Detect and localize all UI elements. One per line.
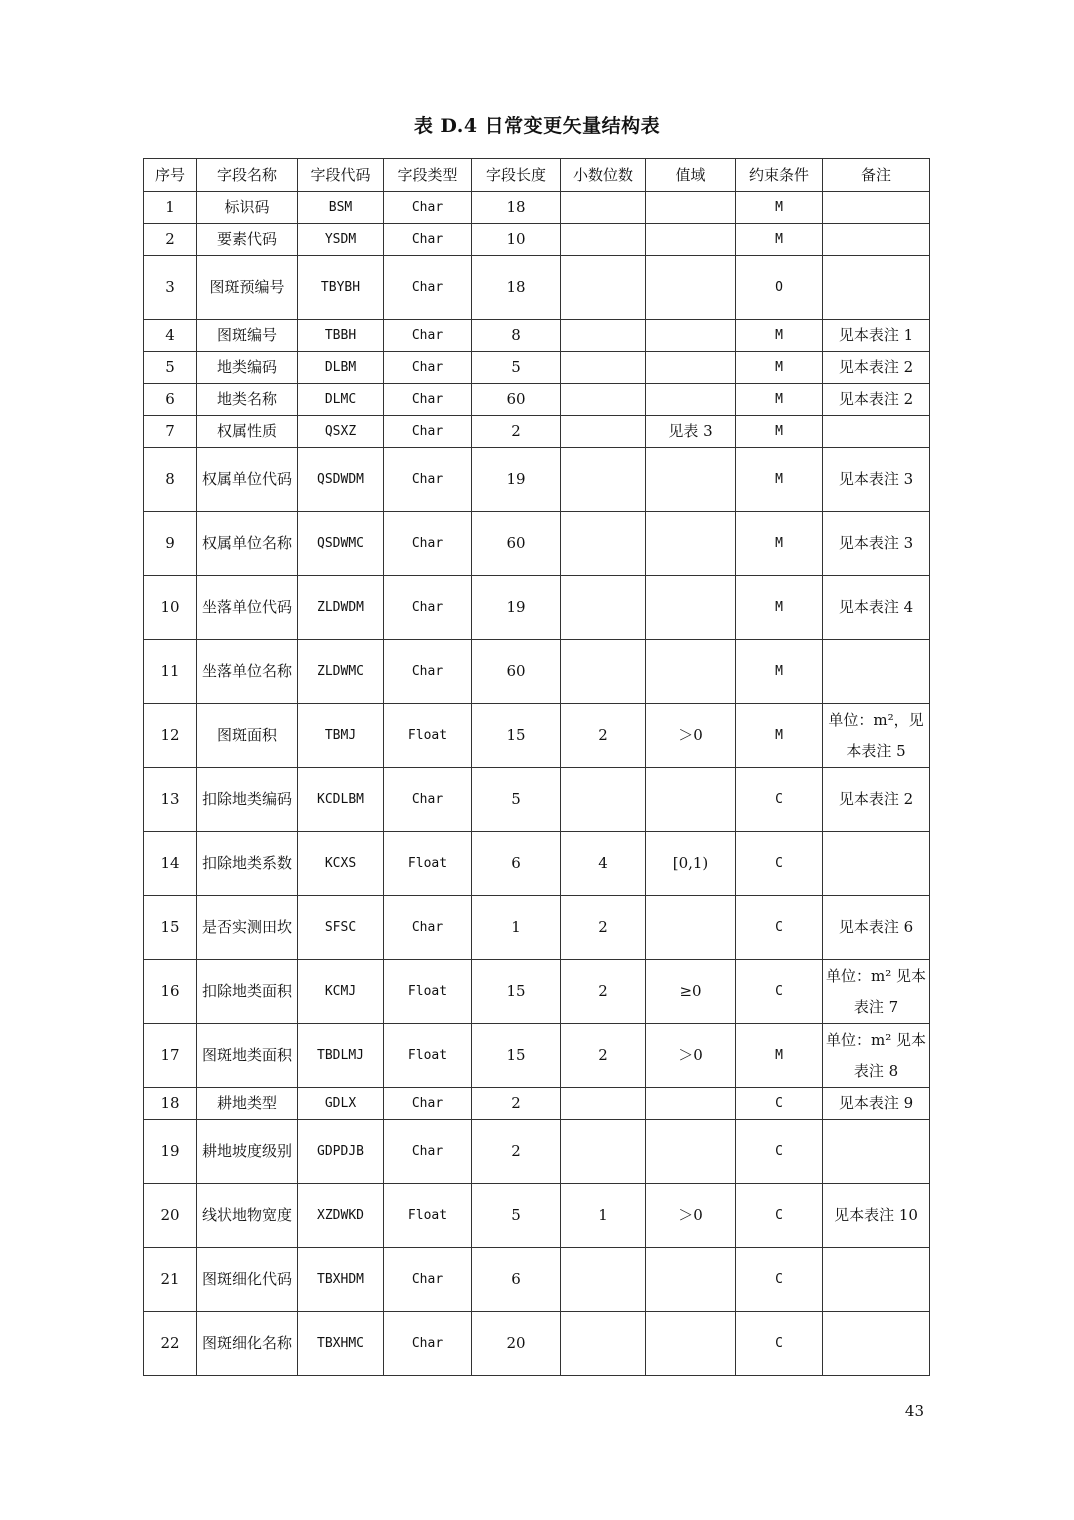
field-code-cell: XZDWKD bbox=[298, 1184, 384, 1248]
decimal-places-cell: 4 bbox=[561, 832, 646, 896]
table-row bbox=[144, 224, 930, 256]
value-domain-cell bbox=[646, 640, 736, 704]
field-type-cell: Char bbox=[384, 448, 472, 512]
field-name-cell: 是否实测田坎 bbox=[197, 896, 298, 960]
decimal-places-cell bbox=[561, 448, 646, 512]
constraint-cell: M bbox=[736, 320, 823, 352]
field-code-cell: QSDWDM bbox=[298, 448, 384, 512]
value-domain-cell bbox=[646, 384, 736, 416]
row-number-cell: 14 bbox=[144, 832, 197, 896]
field-code-cell: ZLDWMC bbox=[298, 640, 384, 704]
field-length-cell: 15 bbox=[472, 704, 561, 768]
note-cell: 见本表注 2 bbox=[823, 768, 930, 832]
field-name-cell: 地类名称 bbox=[197, 384, 298, 416]
field-name-cell: 图斑预编号 bbox=[197, 256, 298, 320]
vector-structure-table bbox=[143, 158, 930, 1376]
constraint-cell: M bbox=[736, 640, 823, 704]
constraint-cell: M bbox=[736, 704, 823, 768]
table-row bbox=[144, 704, 930, 768]
value-domain-cell bbox=[646, 896, 736, 960]
decimal-places-cell bbox=[561, 1120, 646, 1184]
note-cell: 见本表注 2 bbox=[823, 352, 930, 384]
field-type-cell: Char bbox=[384, 512, 472, 576]
field-length-cell: 60 bbox=[472, 512, 561, 576]
field-type-cell: Char bbox=[384, 416, 472, 448]
field-code-cell: KCMJ bbox=[298, 960, 384, 1024]
column-header: 值域 bbox=[646, 159, 736, 192]
field-name-cell: 图斑编号 bbox=[197, 320, 298, 352]
table-row bbox=[144, 448, 930, 512]
table-row bbox=[144, 1088, 930, 1120]
value-domain-cell bbox=[646, 352, 736, 384]
field-code-cell: GDPDJB bbox=[298, 1120, 384, 1184]
decimal-places-cell: 2 bbox=[561, 704, 646, 768]
field-code-cell: TBYBH bbox=[298, 256, 384, 320]
field-length-cell: 6 bbox=[472, 1248, 561, 1312]
constraint-cell: C bbox=[736, 832, 823, 896]
table-row bbox=[144, 832, 930, 896]
value-domain-cell: 见表 3 bbox=[646, 416, 736, 448]
column-header: 字段名称 bbox=[197, 159, 298, 192]
field-length-cell: 2 bbox=[472, 416, 561, 448]
field-type-cell: Char bbox=[384, 384, 472, 416]
decimal-places-cell: 2 bbox=[561, 960, 646, 1024]
field-type-cell: Float bbox=[384, 960, 472, 1024]
value-domain-cell bbox=[646, 320, 736, 352]
field-code-cell: TBBH bbox=[298, 320, 384, 352]
decimal-places-cell bbox=[561, 1088, 646, 1120]
row-number-cell: 10 bbox=[144, 576, 197, 640]
field-name-cell: 扣除地类编码 bbox=[197, 768, 298, 832]
field-type-cell: Char bbox=[384, 256, 472, 320]
constraint-cell: M bbox=[736, 192, 823, 224]
row-number-cell: 20 bbox=[144, 1184, 197, 1248]
value-domain-cell bbox=[646, 512, 736, 576]
row-number-cell: 3 bbox=[144, 256, 197, 320]
table-row bbox=[144, 1024, 930, 1088]
row-number-cell: 19 bbox=[144, 1120, 197, 1184]
field-name-cell: 耕地类型 bbox=[197, 1088, 298, 1120]
field-code-cell: YSDM bbox=[298, 224, 384, 256]
value-domain-cell bbox=[646, 448, 736, 512]
row-number-cell: 1 bbox=[144, 192, 197, 224]
field-name-cell: 图斑细化代码 bbox=[197, 1248, 298, 1312]
field-code-cell: DLBM bbox=[298, 352, 384, 384]
constraint-cell: C bbox=[736, 1248, 823, 1312]
constraint-cell: C bbox=[736, 1088, 823, 1120]
field-code-cell: GDLX bbox=[298, 1088, 384, 1120]
decimal-places-cell bbox=[561, 256, 646, 320]
table-row bbox=[144, 1184, 930, 1248]
decimal-places-cell bbox=[561, 416, 646, 448]
field-code-cell: KCDLBM bbox=[298, 768, 384, 832]
constraint-cell: M bbox=[736, 384, 823, 416]
constraint-cell: C bbox=[736, 1312, 823, 1376]
constraint-cell: M bbox=[736, 512, 823, 576]
row-number-cell: 13 bbox=[144, 768, 197, 832]
decimal-places-cell: 2 bbox=[561, 896, 646, 960]
constraint-cell: M bbox=[736, 224, 823, 256]
row-number-cell: 16 bbox=[144, 960, 197, 1024]
field-name-cell: 耕地坡度级别 bbox=[197, 1120, 298, 1184]
field-name-cell: 权属单位名称 bbox=[197, 512, 298, 576]
table-row bbox=[144, 416, 930, 448]
field-length-cell: 19 bbox=[472, 448, 561, 512]
table-row bbox=[144, 512, 930, 576]
constraint-cell: C bbox=[736, 768, 823, 832]
field-name-cell: 扣除地类面积 bbox=[197, 960, 298, 1024]
note-cell bbox=[823, 640, 930, 704]
field-length-cell: 18 bbox=[472, 192, 561, 224]
note-cell: 见本表注 3 bbox=[823, 512, 930, 576]
field-type-cell: Char bbox=[384, 576, 472, 640]
field-code-cell: BSM bbox=[298, 192, 384, 224]
table-body bbox=[144, 192, 930, 1376]
decimal-places-cell bbox=[561, 352, 646, 384]
row-number-cell: 12 bbox=[144, 704, 197, 768]
row-number-cell: 22 bbox=[144, 1312, 197, 1376]
field-type-cell: Char bbox=[384, 224, 472, 256]
table-row bbox=[144, 320, 930, 352]
page-title: 表 D.4 日常变更矢量结构表 bbox=[413, 115, 661, 137]
decimal-places-cell bbox=[561, 384, 646, 416]
field-code-cell: QSDWMC bbox=[298, 512, 384, 576]
decimal-places-cell bbox=[561, 1248, 646, 1312]
note-cell: 见本表注 2 bbox=[823, 384, 930, 416]
field-type-cell: Float bbox=[384, 1184, 472, 1248]
table-row bbox=[144, 640, 930, 704]
field-code-cell: KCXS bbox=[298, 832, 384, 896]
constraint-cell: M bbox=[736, 448, 823, 512]
constraint-cell: M bbox=[736, 1024, 823, 1088]
field-name-cell: 坐落单位代码 bbox=[197, 576, 298, 640]
row-number-cell: 7 bbox=[144, 416, 197, 448]
value-domain-cell bbox=[646, 768, 736, 832]
field-code-cell: TBXHDM bbox=[298, 1248, 384, 1312]
table-row bbox=[144, 576, 930, 640]
constraint-cell: M bbox=[736, 576, 823, 640]
field-length-cell: 60 bbox=[472, 640, 561, 704]
field-length-cell: 6 bbox=[472, 832, 561, 896]
field-length-cell: 18 bbox=[472, 256, 561, 320]
column-header: 备注 bbox=[823, 159, 930, 192]
field-name-cell: 图斑细化名称 bbox=[197, 1312, 298, 1376]
field-name-cell: 标识码 bbox=[197, 192, 298, 224]
field-length-cell: 10 bbox=[472, 224, 561, 256]
table-row bbox=[144, 384, 930, 416]
constraint-cell: C bbox=[736, 960, 823, 1024]
note-cell: 见本表注 6 bbox=[823, 896, 930, 960]
row-number-cell: 17 bbox=[144, 1024, 197, 1088]
field-type-cell: Char bbox=[384, 352, 472, 384]
row-number-cell: 4 bbox=[144, 320, 197, 352]
decimal-places-cell bbox=[561, 192, 646, 224]
table-row bbox=[144, 1248, 930, 1312]
constraint-cell: C bbox=[736, 896, 823, 960]
field-length-cell: 5 bbox=[472, 352, 561, 384]
field-code-cell: TBXHMC bbox=[298, 1312, 384, 1376]
value-domain-cell bbox=[646, 1248, 736, 1312]
field-type-cell: Char bbox=[384, 1120, 472, 1184]
note-cell bbox=[823, 832, 930, 896]
field-type-cell: Char bbox=[384, 320, 472, 352]
table-row bbox=[144, 768, 930, 832]
field-length-cell: 2 bbox=[472, 1120, 561, 1184]
note-cell: 见本表注 4 bbox=[823, 576, 930, 640]
field-length-cell: 8 bbox=[472, 320, 561, 352]
row-number-cell: 8 bbox=[144, 448, 197, 512]
column-header: 字段代码 bbox=[298, 159, 384, 192]
field-length-cell: 5 bbox=[472, 1184, 561, 1248]
decimal-places-cell bbox=[561, 224, 646, 256]
field-length-cell: 20 bbox=[472, 1312, 561, 1376]
column-header: 字段长度 bbox=[472, 159, 561, 192]
note-cell: 见本表注 1 bbox=[823, 320, 930, 352]
field-name-cell: 坐落单位名称 bbox=[197, 640, 298, 704]
value-domain-cell bbox=[646, 576, 736, 640]
table-header bbox=[144, 159, 930, 192]
table-row bbox=[144, 256, 930, 320]
field-length-cell: 15 bbox=[472, 1024, 561, 1088]
row-number-cell: 2 bbox=[144, 224, 197, 256]
value-domain-cell: ＞0 bbox=[646, 704, 736, 768]
field-type-cell: Char bbox=[384, 1088, 472, 1120]
row-number-cell: 5 bbox=[144, 352, 197, 384]
note-cell: 见本表注 3 bbox=[823, 448, 930, 512]
decimal-places-cell bbox=[561, 1312, 646, 1376]
value-domain-cell bbox=[646, 256, 736, 320]
note-cell bbox=[823, 1120, 930, 1184]
table-row bbox=[144, 960, 930, 1024]
field-type-cell: Char bbox=[384, 1312, 472, 1376]
decimal-places-cell bbox=[561, 768, 646, 832]
field-name-cell: 权属单位代码 bbox=[197, 448, 298, 512]
field-type-cell: Float bbox=[384, 832, 472, 896]
column-header: 约束条件 bbox=[736, 159, 823, 192]
row-number-cell: 21 bbox=[144, 1248, 197, 1312]
row-number-cell: 11 bbox=[144, 640, 197, 704]
row-number-cell: 15 bbox=[144, 896, 197, 960]
table-row bbox=[144, 1312, 930, 1376]
row-number-cell: 9 bbox=[144, 512, 197, 576]
value-domain-cell bbox=[646, 1088, 736, 1120]
decimal-places-cell: 2 bbox=[561, 1024, 646, 1088]
note-cell: 见本表注 10 bbox=[823, 1184, 930, 1248]
field-name-cell: 权属性质 bbox=[197, 416, 298, 448]
field-type-cell: Char bbox=[384, 640, 472, 704]
field-length-cell: 1 bbox=[472, 896, 561, 960]
field-code-cell: TBDLMJ bbox=[298, 1024, 384, 1088]
field-code-cell: TBMJ bbox=[298, 704, 384, 768]
field-type-cell: Float bbox=[384, 704, 472, 768]
field-type-cell: Char bbox=[384, 192, 472, 224]
field-length-cell: 2 bbox=[472, 1088, 561, 1120]
field-length-cell: 15 bbox=[472, 960, 561, 1024]
field-type-cell: Float bbox=[384, 1024, 472, 1088]
value-domain-cell bbox=[646, 1120, 736, 1184]
table-row bbox=[144, 352, 930, 384]
decimal-places-cell bbox=[561, 320, 646, 352]
note-cell: 单位：m² 见本表注 8 bbox=[823, 1024, 930, 1088]
field-name-cell: 线状地物宽度 bbox=[197, 1184, 298, 1248]
note-cell: 见本表注 9 bbox=[823, 1088, 930, 1120]
value-domain-cell: [0,1) bbox=[646, 832, 736, 896]
page-number: 43 bbox=[904, 1402, 924, 1420]
field-name-cell: 扣除地类系数 bbox=[197, 832, 298, 896]
note-cell: 单位：m² 见本表注 7 bbox=[823, 960, 930, 1024]
decimal-places-cell bbox=[561, 576, 646, 640]
column-header: 序号 bbox=[144, 159, 197, 192]
row-number-cell: 18 bbox=[144, 1088, 197, 1120]
field-name-cell: 要素代码 bbox=[197, 224, 298, 256]
field-name-cell: 地类编码 bbox=[197, 352, 298, 384]
field-name-cell: 图斑地类面积 bbox=[197, 1024, 298, 1088]
constraint-cell: O bbox=[736, 256, 823, 320]
field-type-cell: Char bbox=[384, 896, 472, 960]
field-code-cell: QSXZ bbox=[298, 416, 384, 448]
note-cell bbox=[823, 224, 930, 256]
column-header: 小数位数 bbox=[561, 159, 646, 192]
field-code-cell: DLMC bbox=[298, 384, 384, 416]
decimal-places-cell bbox=[561, 640, 646, 704]
field-code-cell: SFSC bbox=[298, 896, 384, 960]
table-row bbox=[144, 1120, 930, 1184]
field-type-cell: Char bbox=[384, 768, 472, 832]
column-header: 字段类型 bbox=[384, 159, 472, 192]
field-code-cell: ZLDWDM bbox=[298, 576, 384, 640]
value-domain-cell bbox=[646, 1312, 736, 1376]
field-name-cell: 图斑面积 bbox=[197, 704, 298, 768]
constraint-cell: M bbox=[736, 416, 823, 448]
constraint-cell: C bbox=[736, 1184, 823, 1248]
field-length-cell: 60 bbox=[472, 384, 561, 416]
value-domain-cell bbox=[646, 192, 736, 224]
field-length-cell: 5 bbox=[472, 768, 561, 832]
decimal-places-cell: 1 bbox=[561, 1184, 646, 1248]
note-cell bbox=[823, 192, 930, 224]
field-length-cell: 19 bbox=[472, 576, 561, 640]
note-cell bbox=[823, 1248, 930, 1312]
table-row bbox=[144, 192, 930, 224]
note-cell bbox=[823, 416, 930, 448]
table-row bbox=[144, 896, 930, 960]
note-cell bbox=[823, 1312, 930, 1376]
field-type-cell: Char bbox=[384, 1248, 472, 1312]
value-domain-cell bbox=[646, 224, 736, 256]
constraint-cell: C bbox=[736, 1120, 823, 1184]
constraint-cell: M bbox=[736, 352, 823, 384]
note-cell: 单位：m²，见本表注 5 bbox=[823, 704, 930, 768]
row-number-cell: 6 bbox=[144, 384, 197, 416]
decimal-places-cell bbox=[561, 512, 646, 576]
value-domain-cell: ≥0 bbox=[646, 960, 736, 1024]
header-row bbox=[144, 159, 930, 192]
value-domain-cell: ＞0 bbox=[646, 1184, 736, 1248]
value-domain-cell: ＞0 bbox=[646, 1024, 736, 1088]
note-cell bbox=[823, 256, 930, 320]
